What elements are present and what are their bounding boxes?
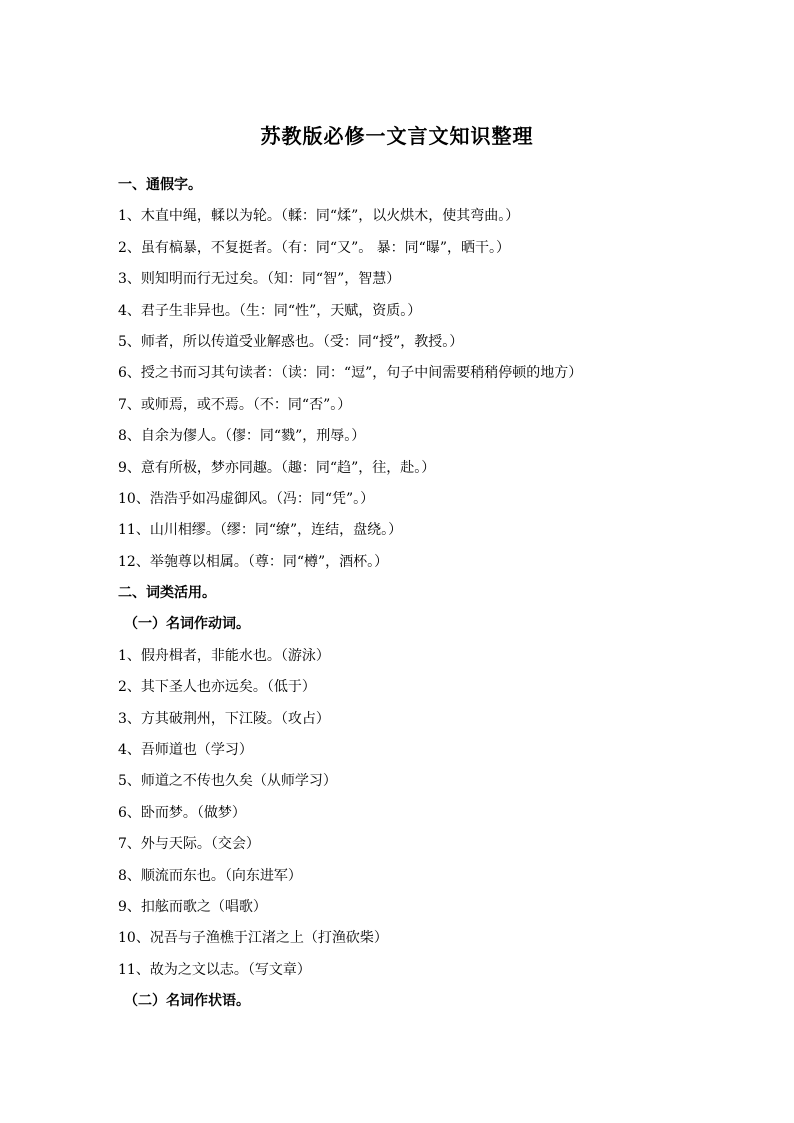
list-item: 2、虽有槁暴，不复挺者。（有：同“又”。 暴：同“曝”，晒干。）: [118, 239, 510, 256]
document-body: [118, 170, 718, 1018]
list-item: 10、浩浩乎如冯虚御风。（冯：同“凭”。）: [118, 490, 375, 507]
list-item: 11、故为之文以志。（写文章）: [118, 961, 311, 978]
list-item: 6、授之书而习其句读者：（读：同：“逗”，句子中间需要稍稍停顿的地方）: [118, 365, 583, 382]
section-heading-cileihuoyong: 二、词类活用。: [118, 585, 216, 602]
list-item: 8、自余为僇人。（僇：同“戮”，刑辱。）: [118, 428, 366, 445]
list-item: 8、顺流而东也。（向东进军）: [118, 867, 302, 884]
section-heading-tongjiazi: 一、通假字。: [118, 177, 202, 193]
list-item: 4、吾师道也（学习）: [118, 742, 253, 759]
list-item: 9、意有所极，梦亦同趣。（趣：同“趋”，往，赴。）: [118, 459, 436, 476]
list-item: 7、或师焉，或不焉。（不：同“否”。）: [118, 396, 352, 413]
subsection-heading-noun-as-verb: （一）名词作动词。: [124, 616, 250, 633]
list-item: 10、况吾与子渔樵于江渚之上（打渔砍柴）: [118, 930, 388, 947]
list-item: 4、君子生非异也。（生：同“性”，天赋，资质。）: [118, 302, 422, 319]
page-title: 苏教版必修一文言文知识整理: [260, 124, 534, 148]
list-item: 1、木直中绳，輮以为轮。（輮：同“煣”，以火烘木，使其弯曲。）: [118, 208, 520, 225]
list-item: 7、外与天际。（交会）: [118, 836, 260, 853]
list-item: 3、则知明而行无过矣。（知：同“智”，智慧）: [118, 271, 401, 288]
list-item: 5、师者，所以传道受业解惑也。（受：同“授”，教授。）: [118, 333, 464, 350]
list-item: 12、举匏尊以相属。（尊：同“樽”，酒杯。）: [118, 553, 389, 570]
list-item: 3、方其破荆州，下江陵。（攻占）: [118, 710, 330, 727]
list-item: 2、其下圣人也亦远矣。（低于）: [118, 679, 316, 696]
subsection-heading-noun-as-adverbial: （二）名词作状语。: [124, 993, 250, 1010]
list-item: 6、卧而梦。（做梦）: [118, 804, 246, 821]
list-item: 11、山川相缪。（缪：同“缭”，连结，盘绕。）: [118, 522, 403, 539]
list-item: 5、师道之不传也久矣（从师学习）: [118, 773, 337, 790]
list-item: 1、假舟楫者，非能水也。（游泳）: [118, 647, 330, 664]
list-item: 9、扣舷而歌之（唱歌）: [118, 898, 267, 915]
